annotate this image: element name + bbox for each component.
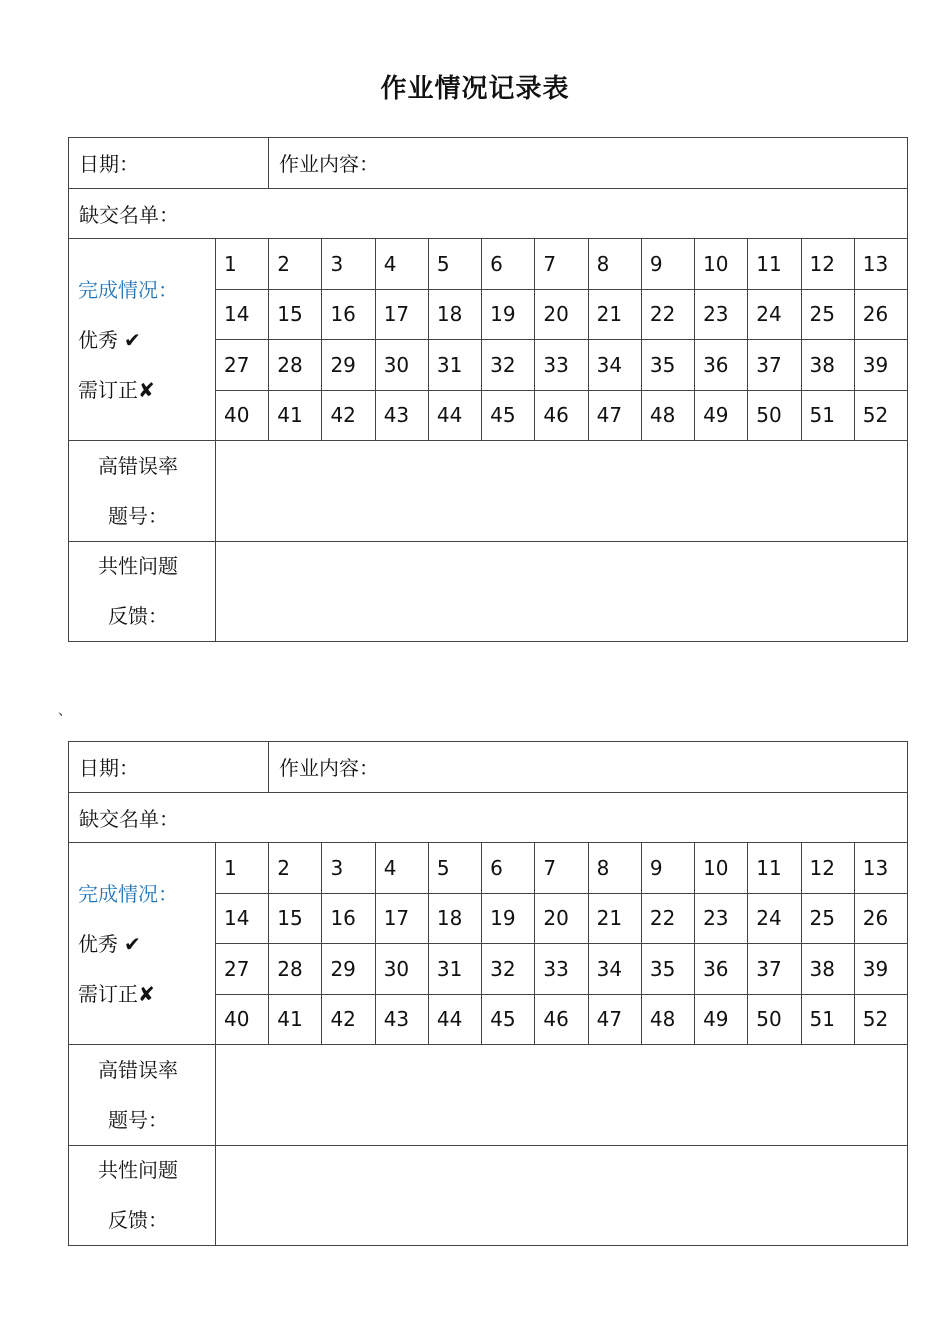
correction-label: 需订正 [78,377,138,402]
high-error-label-2: 题号： [108,503,168,528]
student-number: 44 [436,1007,463,1032]
homework-content-field[interactable] [269,138,908,189]
student-number: 30 [383,352,410,377]
student-number-cell[interactable] [589,894,642,945]
student-number-cell[interactable] [589,290,642,341]
student-number: 52 [862,403,889,428]
student-number: 17 [383,906,410,931]
high-error-label-1: 高错误率 [98,1057,178,1082]
student-number-cell[interactable] [216,944,269,995]
student-number-cell[interactable] [535,944,588,995]
student-number: 34 [596,352,623,377]
separator-mark: 、 [58,703,72,719]
student-number-cell[interactable] [589,944,642,995]
student-number-cell[interactable] [322,391,375,442]
student-number: 51 [809,1007,835,1032]
completion-status-label: 完成情况： [78,277,178,302]
student-number: 5 [436,251,450,276]
absent-list-field[interactable] [69,189,908,240]
student-number: 41 [277,1007,303,1032]
student-number-cell[interactable] [642,843,695,894]
student-number-cell[interactable] [802,239,855,290]
student-number: 16 [330,302,356,327]
student-number: 22 [649,906,676,931]
feedback-line-2 [108,1195,168,1245]
student-number-cell[interactable] [269,391,322,442]
student-number-cell[interactable] [535,340,588,391]
student-number-cell[interactable] [695,290,748,341]
student-number: 27 [224,956,250,981]
student-number-cell[interactable] [695,995,748,1046]
student-number-cell[interactable] [269,340,322,391]
feedback-label-1: 共性问题 [98,1158,178,1183]
feedback-label-2: 反馈： [108,1208,168,1233]
student-number: 11 [756,251,782,276]
student-number: 1 [224,855,237,880]
high-error-label-cell [69,441,216,542]
student-number-cell[interactable] [216,894,269,945]
student-number: 19 [490,906,516,931]
page-title: 作业情况记录表 [380,74,570,104]
student-number: 50 [756,1007,782,1032]
student-number-cell[interactable] [322,843,375,894]
feedback-label-cell [69,1146,216,1247]
correction-line [78,969,215,1019]
student-number-cell[interactable] [695,843,748,894]
student-number: 33 [543,352,569,377]
student-number: 45 [490,1007,516,1032]
student-number: 47 [596,1007,623,1032]
student-number: 20 [543,906,569,931]
student-number: 36 [703,956,729,981]
student-number: 28 [277,352,303,377]
homework-content-label: 作业内容： [279,152,379,177]
student-number: 8 [596,855,610,880]
excellent-label: 优秀 [78,327,118,352]
student-number-cell[interactable] [535,391,588,442]
student-number-cell[interactable] [322,340,375,391]
student-number-cell[interactable] [855,340,908,391]
student-number-cell[interactable] [429,944,482,995]
cross-icon: ✘ [138,981,155,1006]
student-number-cell[interactable] [748,995,801,1046]
student-number: 38 [809,352,835,377]
student-number-cell[interactable] [322,995,375,1046]
student-number-cell[interactable] [855,290,908,341]
student-number-cell[interactable] [376,290,429,341]
student-number: 7 [543,251,557,276]
student-number-cell[interactable] [589,391,642,442]
student-number-cell[interactable] [216,995,269,1046]
student-number: 10 [703,251,729,276]
date-label: 日期： [79,756,139,781]
student-number: 18 [436,302,463,327]
student-number: 37 [756,352,782,377]
student-number: 5 [436,855,450,880]
student-number-cell[interactable] [748,391,801,442]
student-number-cell[interactable] [695,894,748,945]
student-number: 9 [649,251,663,276]
student-number-cell[interactable] [589,239,642,290]
student-number: 51 [809,403,835,428]
student-number-cell[interactable] [695,340,748,391]
student-number-cell[interactable] [802,340,855,391]
student-number-cell[interactable] [482,340,535,391]
student-number: 25 [809,906,835,931]
student-number-cell[interactable] [322,239,375,290]
student-number: 15 [277,906,303,931]
student-number: 36 [703,352,729,377]
student-number-cell[interactable] [376,894,429,945]
high-error-line-1 [98,441,178,491]
feedback-line-2 [108,591,168,641]
student-number: 26 [862,302,889,327]
student-number-cell[interactable] [322,944,375,995]
student-number-cell[interactable] [482,894,535,945]
student-number-cell[interactable] [802,995,855,1046]
feedback-line-1 [98,541,178,591]
student-number-cell[interactable] [216,340,269,391]
student-number: 23 [703,302,729,327]
completion-status-label: 完成情况： [78,881,178,906]
student-number-cell[interactable] [802,290,855,341]
student-number-cell[interactable] [695,391,748,442]
student-number-cell[interactable] [748,843,801,894]
student-number-cell[interactable] [429,290,482,341]
student-number: 19 [490,302,516,327]
homework-content-field[interactable] [269,742,908,793]
student-number: 32 [490,956,516,981]
student-number-cell[interactable] [589,843,642,894]
student-number-cell[interactable] [535,239,588,290]
student-number-cell[interactable] [802,944,855,995]
student-number-cell[interactable] [642,894,695,945]
student-number: 44 [436,403,463,428]
student-number: 2 [277,855,290,880]
student-number: 1 [224,251,237,276]
date-label: 日期： [79,152,139,177]
student-number-cell[interactable] [376,995,429,1046]
student-number: 24 [756,906,782,931]
student-number-cell[interactable] [695,944,748,995]
feedback-label-cell [69,542,216,643]
check-icon: ✔ [124,327,141,352]
student-number: 34 [596,956,623,981]
student-number: 42 [330,1007,356,1032]
feedback-input[interactable] [216,542,908,643]
high-error-label-2: 题号： [108,1107,168,1132]
feedback-label-2: 反馈： [108,604,168,629]
student-number: 33 [543,956,569,981]
student-number: 13 [862,855,889,880]
high-error-input[interactable] [216,1045,908,1146]
absent-list-label: 缺交名单： [79,806,179,831]
student-number: 29 [330,352,356,377]
student-number-cell[interactable] [216,391,269,442]
student-number: 21 [596,302,623,327]
student-number-cell[interactable] [322,290,375,341]
student-number-cell[interactable] [642,290,695,341]
high-error-label-1: 高错误率 [98,453,178,478]
student-number: 13 [862,251,889,276]
student-number: 43 [383,1007,410,1032]
feedback-line-1 [98,1145,178,1195]
student-number: 40 [224,403,250,428]
student-number: 8 [596,251,610,276]
student-number-cell[interactable] [855,944,908,995]
student-number: 49 [703,403,729,428]
student-number: 7 [543,855,557,880]
student-number: 30 [383,956,410,981]
student-number: 3 [330,251,344,276]
student-number: 31 [436,956,463,981]
high-error-line-2 [108,491,168,541]
student-number: 31 [436,352,463,377]
student-number-cell[interactable] [748,290,801,341]
student-number-cell[interactable] [376,239,429,290]
student-number: 2 [277,251,290,276]
student-number-cell[interactable] [482,290,535,341]
student-number-cell[interactable] [855,894,908,945]
student-number-cell[interactable] [535,290,588,341]
student-number-cell[interactable] [802,894,855,945]
student-number: 48 [649,1007,676,1032]
student-number-cell[interactable] [376,843,429,894]
student-number-cell[interactable] [482,843,535,894]
correction-label: 需订正 [78,981,138,1006]
student-number: 46 [543,403,569,428]
student-number: 15 [277,302,303,327]
student-number-cell[interactable] [429,391,482,442]
student-number-cell[interactable] [429,894,482,945]
excellent-label: 优秀 [78,931,118,956]
student-number-cell[interactable] [482,391,535,442]
student-number-cell[interactable] [429,239,482,290]
student-number-cell[interactable] [855,843,908,894]
student-number: 46 [543,1007,569,1032]
student-number: 21 [596,906,623,931]
student-number: 20 [543,302,569,327]
student-number-cell[interactable] [748,239,801,290]
student-number-cell[interactable] [695,239,748,290]
student-number-cell[interactable] [802,843,855,894]
completion-status-legend [69,239,216,441]
student-number-cell[interactable] [642,995,695,1046]
student-number-cell[interactable] [269,894,322,945]
student-number-cell[interactable] [589,340,642,391]
student-number: 47 [596,403,623,428]
student-number: 43 [383,403,410,428]
student-number: 22 [649,302,676,327]
student-number-cell[interactable] [535,894,588,945]
student-number: 39 [862,956,889,981]
student-number: 4 [383,855,397,880]
student-number: 32 [490,352,516,377]
student-number: 6 [490,251,503,276]
student-number-cell[interactable] [376,391,429,442]
student-number-cell[interactable] [482,995,535,1046]
homework-record-table-2 [68,741,908,1246]
student-number: 37 [756,956,782,981]
student-number-cell[interactable] [748,944,801,995]
student-number-cell[interactable] [429,843,482,894]
student-number: 39 [862,352,889,377]
student-number-cell[interactable] [535,995,588,1046]
student-number-cell[interactable] [482,239,535,290]
student-number: 12 [809,251,835,276]
student-number-cell[interactable] [589,995,642,1046]
student-number: 14 [224,302,250,327]
correction-line [78,365,215,415]
student-number: 29 [330,956,356,981]
student-number-cell[interactable] [429,340,482,391]
student-number: 48 [649,403,676,428]
student-number-cell[interactable] [216,843,269,894]
student-number: 12 [809,855,835,880]
student-number-cell[interactable] [376,340,429,391]
student-number-cell[interactable] [642,391,695,442]
student-number-cell[interactable] [642,239,695,290]
excellent-line [78,315,215,365]
student-number: 49 [703,1007,729,1032]
student-number: 40 [224,1007,250,1032]
student-number-cell[interactable] [269,239,322,290]
student-number-cell[interactable] [855,239,908,290]
date-field[interactable] [69,742,269,793]
student-number: 42 [330,403,356,428]
high-error-input[interactable] [216,441,908,542]
student-number: 28 [277,956,303,981]
student-number: 11 [756,855,782,880]
student-number: 23 [703,906,729,931]
status-title-line [78,265,215,315]
student-number: 18 [436,906,463,931]
completion-status-legend [69,843,216,1045]
feedback-input[interactable] [216,1146,908,1247]
absent-list-label: 缺交名单： [79,202,179,227]
student-number-cell[interactable] [748,340,801,391]
student-number-cell[interactable] [216,239,269,290]
student-number-cell[interactable] [376,944,429,995]
student-number-cell[interactable] [642,944,695,995]
student-number-cell[interactable] [216,290,269,341]
absent-list-field[interactable] [69,793,908,844]
student-number: 16 [330,906,356,931]
student-number-cell[interactable] [748,894,801,945]
student-number: 45 [490,403,516,428]
check-icon: ✔ [124,931,141,956]
student-number: 41 [277,403,303,428]
student-number-cell[interactable] [855,995,908,1046]
student-number-cell[interactable] [535,843,588,894]
student-number: 25 [809,302,835,327]
student-number: 17 [383,302,410,327]
student-number-cell[interactable] [269,944,322,995]
student-number: 6 [490,855,503,880]
student-number-cell[interactable] [802,391,855,442]
student-number-cell[interactable] [269,290,322,341]
student-number: 9 [649,855,663,880]
high-error-label-cell [69,1045,216,1146]
student-number: 38 [809,956,835,981]
student-number: 35 [649,352,676,377]
student-number: 14 [224,906,250,931]
feedback-label-1: 共性问题 [98,554,178,579]
student-number-cell[interactable] [269,995,322,1046]
homework-content-label: 作业内容： [279,756,379,781]
student-number: 35 [649,956,676,981]
high-error-line-2 [108,1095,168,1145]
student-number: 3 [330,855,344,880]
student-number-cell[interactable] [482,944,535,995]
status-title-line [78,869,215,919]
excellent-line [78,919,215,969]
student-number: 24 [756,302,782,327]
student-number-cell[interactable] [642,340,695,391]
student-number-cell[interactable] [855,391,908,442]
homework-record-table-1 [68,137,908,642]
cross-icon: ✘ [138,377,155,402]
high-error-line-1 [98,1045,178,1095]
student-number-cell[interactable] [429,995,482,1046]
student-number: 50 [756,403,782,428]
student-number: 27 [224,352,250,377]
student-number: 52 [862,1007,889,1032]
student-number: 4 [383,251,397,276]
student-number: 10 [703,855,729,880]
date-field[interactable] [69,138,269,189]
student-number-cell[interactable] [269,843,322,894]
student-number: 26 [862,906,889,931]
student-number-cell[interactable] [322,894,375,945]
